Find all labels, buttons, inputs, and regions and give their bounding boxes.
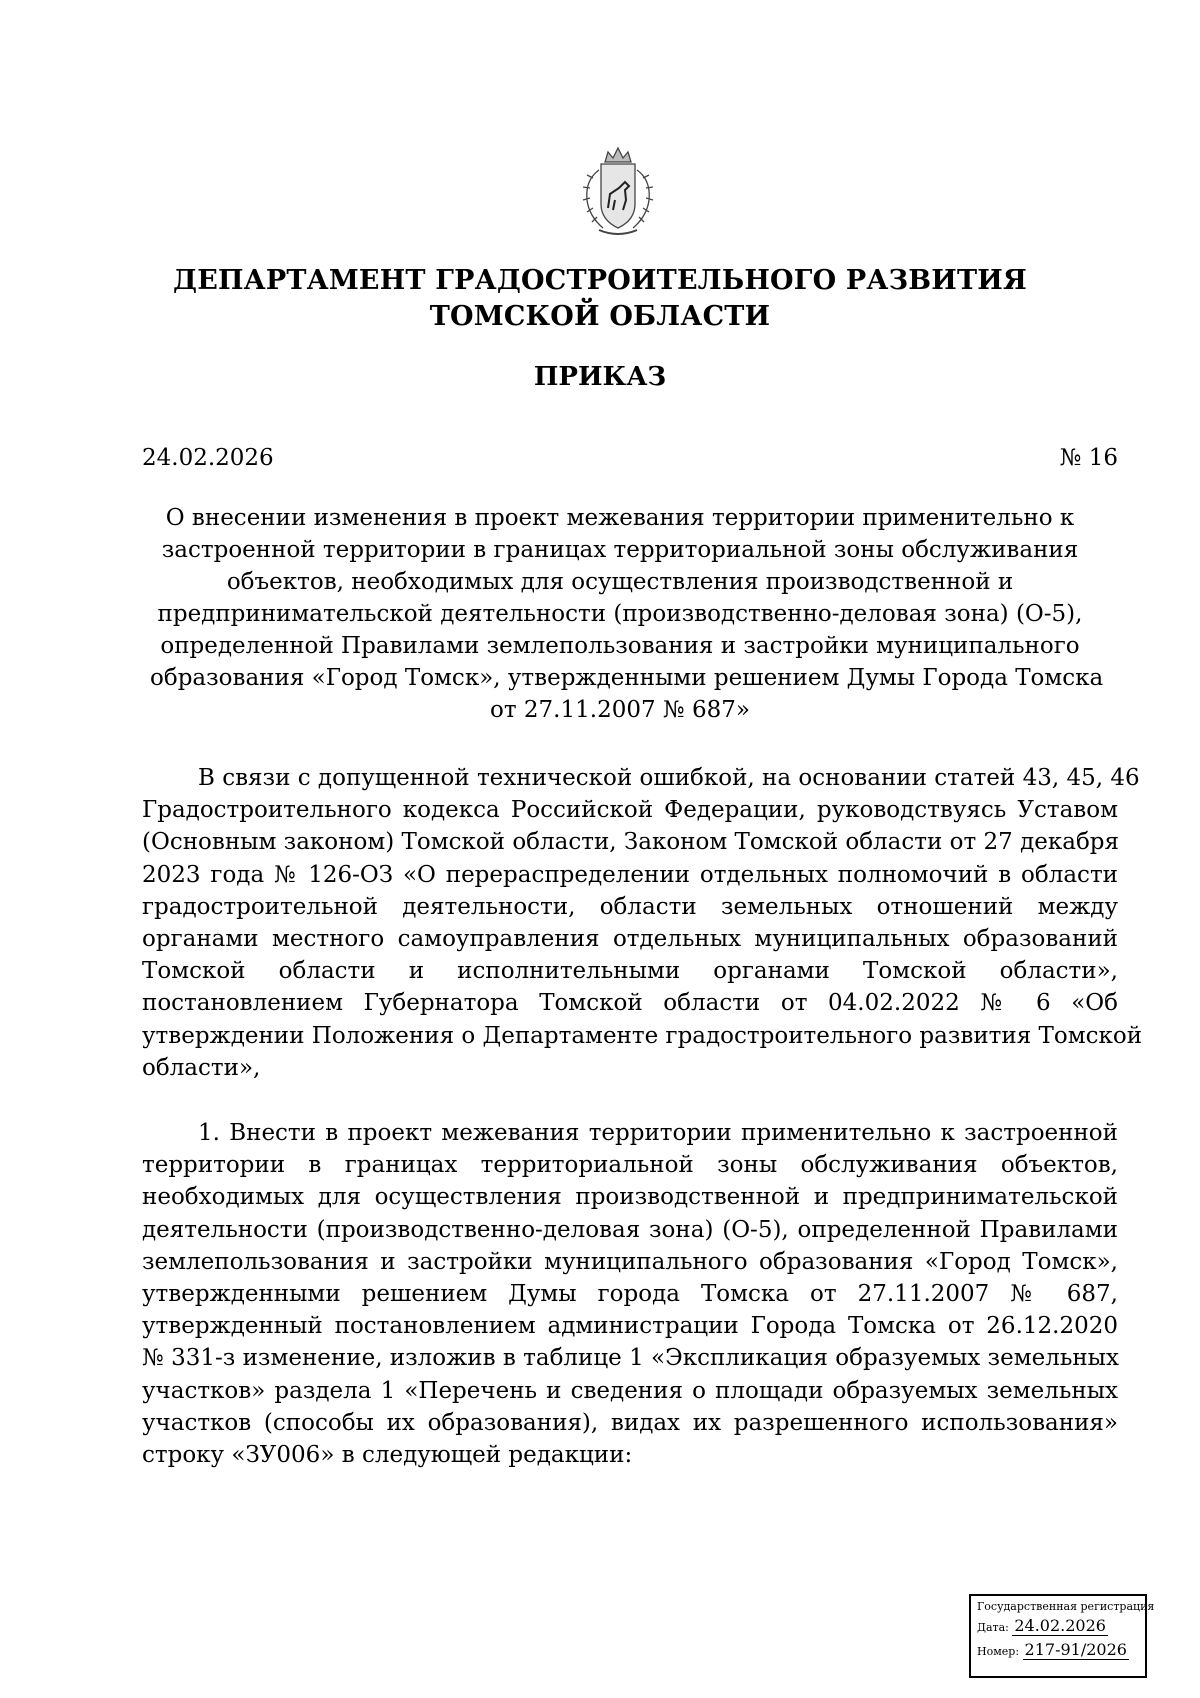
preamble-line: области», xyxy=(142,1054,261,1081)
stamp-number-row xyxy=(977,1638,1139,1662)
registration-stamp xyxy=(969,1594,1155,1678)
order-date: 24.02.2026 xyxy=(142,445,274,471)
subject-line: от 27.11.2007 № 687» xyxy=(490,697,750,723)
order-number: № 16 xyxy=(1059,445,1118,471)
coat-of-arms-icon xyxy=(563,142,673,242)
subject-line: О внесении изменения в проект межевания территории применительно к xyxy=(165,505,1075,531)
stamp-number-label: Номер: xyxy=(977,1645,1020,1658)
preamble-line: органами местного самоуправления отдельных муниципальных образований xyxy=(142,926,1118,953)
stamp-number-value: 217-91/2026 xyxy=(1024,1640,1127,1659)
preamble-line: Томской области и исполнительными органами Томской области», xyxy=(142,958,1118,985)
subject-line: определенной Правилами землепользования и застройки муниципального xyxy=(160,633,1080,659)
organization-title-line-1: ДЕПАРТАМЕНТ ГРАДОСТРОИТЕЛЬНОГО РАЗВИТИЯ xyxy=(172,265,1028,296)
item-line: деятельности (производственно-деловая зона) (О-5), определенной Правилами xyxy=(142,1216,1118,1243)
item-line: территории в границах территориальной зоны обслуживания объектов, xyxy=(142,1152,1118,1179)
order-subject xyxy=(150,502,1104,726)
stamp-date-row xyxy=(977,1614,1139,1638)
subject-line: образования «Город Томск», утвержденными решением Думы Города Томска xyxy=(150,665,1104,691)
preamble-line: градостроительной деятельности, области земельных отношений между xyxy=(142,893,1118,920)
stamp-title: Государственная регистрация xyxy=(977,1600,1155,1613)
document-type: ПРИКАЗ xyxy=(533,362,667,392)
subject-line: предпринимательской деятельности (производственно-деловая зона) (О-5), xyxy=(157,601,1083,627)
item-line: участков (способы их образования), видах их разрешенного использования» xyxy=(142,1409,1118,1436)
preamble-line: (Основным законом) Томской области, Законом Томской области от 27 декабря xyxy=(142,829,1120,856)
preamble-line: 2023 года № 126-ОЗ «О перераспределении отдельных полномочий в области xyxy=(142,861,1118,888)
preamble-line: постановлением Губернатора Томской области от 04.02.2022 № 6 «Об xyxy=(142,990,1118,1017)
item-line: утвержденными решением Думы города Томска от 27.11.2007 № 687, xyxy=(142,1281,1118,1308)
organization-title xyxy=(140,263,1060,335)
preamble-line: В связи с допущенной технической ошибкой, на основании статей 43, 45, 46 xyxy=(198,765,1140,791)
preamble-line: Градостроительного кодекса Российской Федерации, руководствуясь Уставом xyxy=(142,797,1118,824)
preamble-line: утверждении Положения о Департаменте градостроительного развития Томской xyxy=(142,1022,1143,1049)
item-line: необходимых для осуществления производственной и предпринимательской xyxy=(142,1184,1118,1211)
organization-title-line-2: ТОМСКОЙ ОБЛАСТИ xyxy=(429,301,771,332)
subject-line: застроенной территории в границах территориальной зоны обслуживания xyxy=(161,537,1079,563)
subject-line: объектов, необходимых для осуществления производственной и xyxy=(226,569,1014,595)
stamp-date-value: 24.02.2026 xyxy=(1014,1616,1106,1635)
item-line: 1. Внести в проект межевания территории применительно к застроенной xyxy=(198,1120,1118,1146)
item-line: участков» раздела 1 «Перечень и сведения о площади образуемых земельных xyxy=(142,1377,1118,1404)
item-line: землепользования и застройки муниципального образования «Город Томск», xyxy=(142,1248,1118,1275)
order-item-1 xyxy=(142,1117,1118,1471)
item-line: № 331-з изменение, изложив в таблице 1 «Экспликация образуемых земельных xyxy=(142,1345,1119,1372)
item-line: утвержденный постановлением администрации Города Томска от 26.12.2020 xyxy=(142,1313,1118,1340)
stamp-date-label: Дата: xyxy=(977,1621,1009,1634)
preamble-paragraph xyxy=(142,762,1143,1084)
item-line: строку «ЗУ006» в следующей редакции: xyxy=(142,1442,633,1469)
date-number-row xyxy=(142,441,1118,475)
